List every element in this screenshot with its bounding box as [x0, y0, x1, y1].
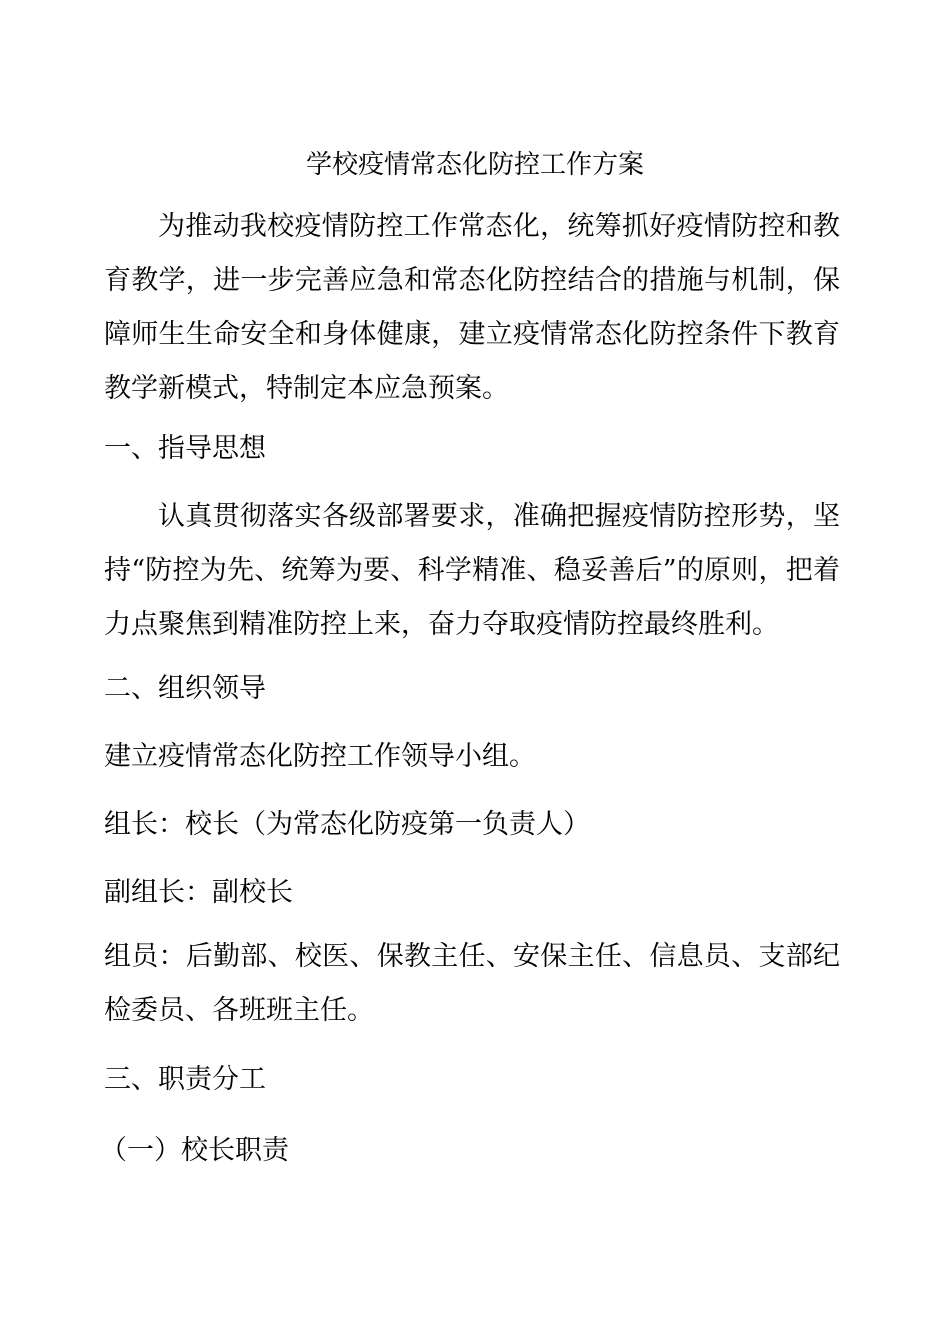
- section2-members-paragraph: 组员：后勤部、校医、保教主任、安保主任、信息员、支部纪检委员、各班班主任。: [104, 941, 840, 1026]
- section3-subheading-principal: （一）校长职责: [100, 1135, 289, 1166]
- section2-line-deputy-leader: 副组长：副校长: [104, 877, 293, 908]
- document-title: 学校疫情常态化防控工作方案: [305, 150, 644, 180]
- section1-paragraph: 认真贯彻落实各级部署要求，准确把握疫情防控形势，坚持“防控为先、统筹为要、科学精准、稳妥善后”的原则，把着力点聚焦到精准防控上来，奋力夺取疫情防控最终胜利。: [104, 501, 840, 640]
- section1-heading: 一、指导思想: [104, 433, 266, 464]
- section3-heading: 三、职责分工: [104, 1064, 266, 1095]
- section2-line-leading-group: 建立疫情常态化防控工作领导小组。: [104, 741, 536, 772]
- intro-paragraph: 为推动我校疫情防控工作常态化，统筹抓好疫情防控和教育教学，进一步完善应急和常态化防控结合的措施与机制，保障师生生命安全和身体健康，建立疫情常态化防控条件下教育教学新模式，特制定本应急预案。: [104, 211, 840, 404]
- section2-heading: 二、组织领导: [104, 673, 266, 704]
- section2-line-leader: 组长：校长（为常态化防疫第一负责人）: [104, 809, 590, 840]
